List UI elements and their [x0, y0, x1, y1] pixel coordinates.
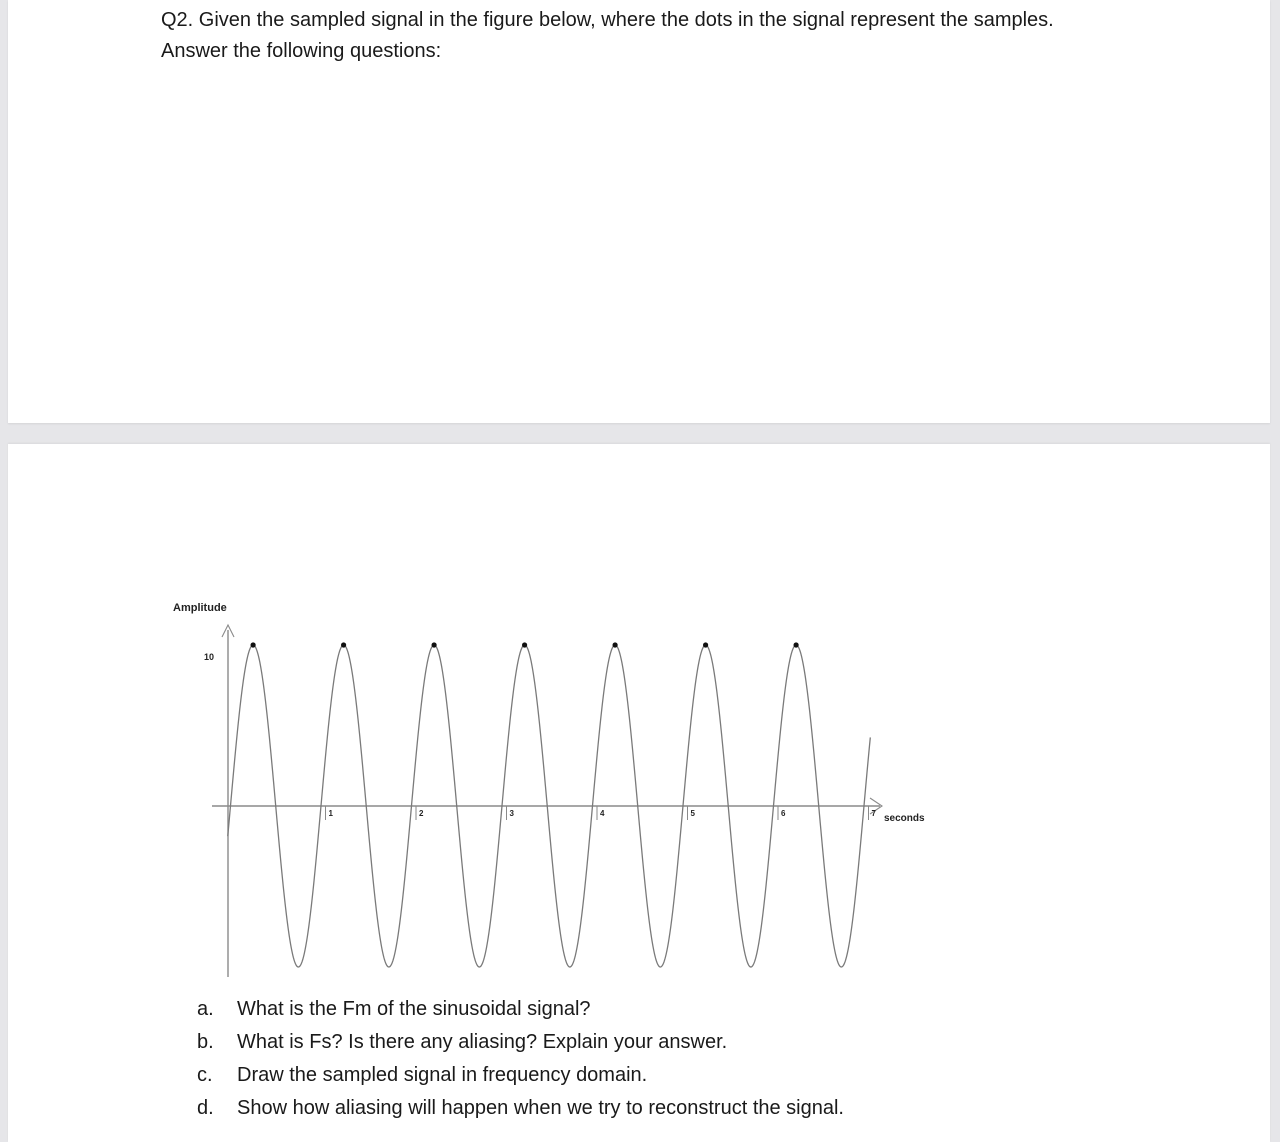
x-tick-label: 7	[871, 809, 876, 818]
sample-dot	[794, 642, 799, 647]
sub-question-a	[197, 993, 844, 1026]
sub-question-text: What is Fs? Is there any aliasing? Explain your answer.	[237, 1031, 728, 1053]
sub-question-marker: b.	[197, 1031, 214, 1053]
x-tick-label: 1	[328, 809, 333, 818]
sub-question-text: What is the Fm of the sinusoidal signal?	[237, 998, 591, 1020]
y-axis-label: Amplitude	[173, 602, 227, 614]
signal-chart	[168, 594, 968, 984]
sample-dot	[251, 642, 256, 647]
sample-dot	[703, 642, 708, 647]
sub-question-marker: d.	[197, 1097, 214, 1119]
sample-dot	[432, 642, 437, 647]
sub-question-b	[197, 1026, 844, 1059]
sub-question-d	[197, 1092, 844, 1125]
y-tick-label: 10	[204, 652, 215, 662]
sub-question-text: Draw the sampled signal in frequency domain.	[237, 1064, 648, 1086]
question-line-1: Q2. Given the sampled signal in the figure below, where the dots in the signal represent the samples.	[161, 9, 1054, 31]
x-tick-label: 4	[600, 809, 605, 818]
page-2	[8, 444, 1270, 1142]
signal-figure	[168, 594, 968, 984]
question-line-2: Answer the following questions:	[161, 40, 442, 62]
question-text	[161, 5, 1054, 67]
sub-question-marker: c.	[197, 1064, 213, 1086]
x-tick-label: 3	[509, 809, 514, 818]
sample-dot	[613, 642, 618, 647]
x-tick-label: 5	[690, 809, 695, 818]
sub-question-marker: a.	[197, 998, 214, 1020]
sub-question-text: Show how aliasing will happen when we try to reconstruct the signal.	[237, 1097, 844, 1119]
sub-question-list	[197, 993, 844, 1125]
page-1	[8, 0, 1270, 423]
sample-dot	[341, 642, 346, 647]
x-tick-label: 2	[419, 809, 424, 818]
x-tick-label: 6	[781, 809, 786, 818]
sample-dot	[522, 642, 527, 647]
sub-question-c	[197, 1059, 844, 1092]
x-axis-label: seconds	[884, 813, 925, 824]
